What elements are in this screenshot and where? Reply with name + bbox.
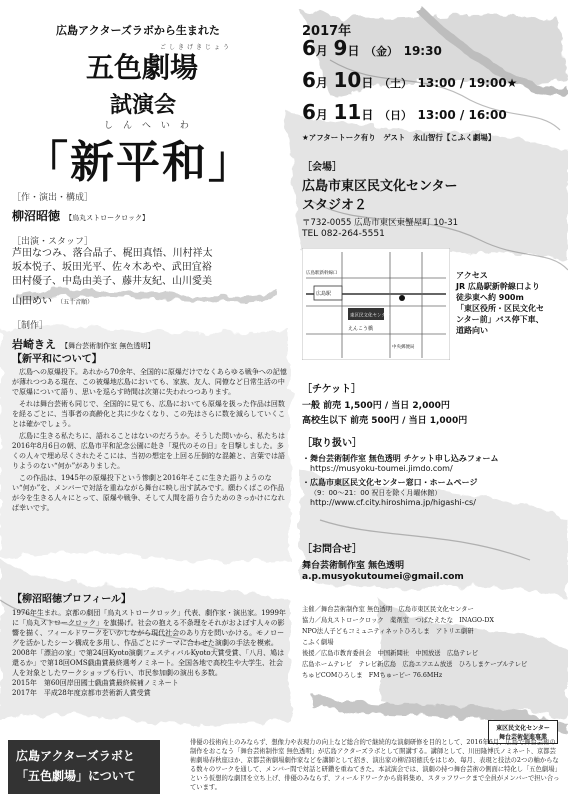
- production-name: 岩崎きえ: [12, 338, 56, 351]
- venue-tel: TEL 082-264-5551: [302, 229, 385, 239]
- cast-line: 田村優子、中島由美子、藤井友紀、山川愛美: [12, 276, 212, 287]
- access-line: 徒歩東へ約 900m: [456, 293, 524, 302]
- venue-name: 広島市東区民文化センター: [302, 179, 458, 194]
- main-title: 「新平和」: [24, 137, 254, 188]
- date-times: 13:00 / 16:00: [417, 108, 507, 122]
- date-row: 6月 11日 （日） 13:00 / 16:00: [302, 100, 507, 124]
- handling-item-url[interactable]: https://musyoku-toumei.jimdo.com/: [310, 464, 453, 473]
- inquiry-section: [302, 540, 560, 582]
- date-day: 11: [333, 100, 362, 124]
- access-line: ンター前」バス停下車、: [456, 315, 544, 324]
- about-paragraph: この作品は、1945年の原爆投下という惨劇と2016年そこに生きた語りようのない“何か”を、メンバーで対話を重ねながら舞台に映し出す試みです。願わくばこの作品が今を生きる人々にとって、原爆や戦争、そして人間を語り合うためのきっかけになれば幸いです。: [12, 474, 285, 512]
- venue-map: [302, 248, 450, 360]
- access-block: [456, 270, 560, 336]
- date-day: 10: [333, 68, 362, 92]
- ticket-section: [302, 380, 560, 426]
- access-heading: アクセス: [456, 271, 488, 280]
- stamp-line: 舞台芸術促進事業: [498, 734, 547, 741]
- access-line: 道路向い: [456, 326, 488, 335]
- access-line: JR 広島駅新幹線口より: [456, 282, 540, 291]
- map-label-post: 中央郵便局: [392, 345, 415, 350]
- date-dow: （金）: [365, 45, 399, 58]
- sponsors: [302, 604, 560, 681]
- cast-order-note: （五十音順）: [57, 299, 94, 306]
- map-label-bridge: えんこう橋: [348, 326, 374, 332]
- ruby-troupe: ごしきげきじょう: [160, 44, 233, 51]
- about-paragraph: 広島への原爆投下。あれから70余年、全国的に原爆だけでなくあらゆる戦争への記憶が薄れつつある現在、この被爆地広島においても、家族、友人、同僚など日常生活の中で原爆について語り、思いを巡らす時間は次第に失われつつあります。: [12, 368, 287, 396]
- labs-box-line: 広島アクターズラボと: [16, 749, 135, 763]
- date-times: 13:00 / 19:00★: [417, 76, 518, 90]
- handling-item-note: （9：00～21：00 祝日を除く月曜休館）: [310, 489, 442, 497]
- event-label: 試演会: [110, 92, 177, 118]
- troupe-name: 五色劇場: [86, 51, 199, 84]
- map-label-station: 広島駅: [316, 291, 332, 297]
- sponsor-line: こふく劇場: [302, 639, 334, 646]
- ruby-title: しんへいわ: [104, 121, 199, 131]
- venue-address: 〒732-0055 広島市東区東蟹屋町 10-31: [302, 218, 459, 228]
- about-heading: 【新平和について】: [12, 354, 102, 365]
- after-talk-note: ★アフタートーク有り ゲスト 永山智行【こふく劇場】: [302, 133, 496, 142]
- author-name: 柳沼昭徳: [12, 209, 61, 223]
- sponsor-line: 協力／烏丸ストロークロック 薬剤室 つばたえたな INAGO-DX: [302, 617, 494, 624]
- date-dow: （日）: [378, 109, 412, 122]
- date-row: 6月 9日 （金） 19:30: [302, 36, 442, 60]
- labs-box: [8, 740, 160, 794]
- cast-line: 坂本悦子、坂田光平、佐々木あや、武田宜裕: [12, 262, 212, 273]
- cast-line: 芦田なつみ、落合晶子、梶田真悟、川村祥太: [12, 248, 213, 259]
- production-affiliation: 【舞台芸術制作室 無色透明】: [61, 342, 155, 350]
- inquiry-org: 舞台芸術制作室 無色透明: [302, 561, 405, 571]
- profile-heading: 【柳沼昭徳プロフィール】: [12, 594, 131, 605]
- about-paragraph: それは舞台芸術も同じで、全国的に見ても、広島においても原爆を扱った作品は回数を経るごとに、当事者の高齢化と共に少なくなり、この先はさらに数を減らしていくことは確かでしょう。: [12, 400, 285, 428]
- sponsor-line: 後援／広島市教育委員会 中国新聞社 中国放送 広島テレビ: [302, 650, 479, 657]
- ticket-heading: ［チケット］: [302, 384, 362, 395]
- profile-body: 1976年生まれ。京都の劇団「烏丸ストロークロック」代表、劇作家・演出家。1999年に「烏丸ストロークロック」を旗揚げ。社会の抱える不条理をそれがおよぼす人々の影響を描く、フィールドワークをいかしながら現代社会のあり方を問いかける。モノローグを活かしたシーン構成を多用し、作品ごとにテーマに合わせた演劇の手法を模索。2008年「漂泊の家」で第24回Kyoto演劇フェスティバルKyoto大賞受賞、「八月、鳩は還るか」で第18回OMS戯曲賞最終選考ノミネート。全国各地で高校生や大学生、社会人を対象としたワークショップも行い、市民参加劇の演出も多数。: [12, 609, 286, 677]
- date-month: 6: [302, 100, 316, 124]
- map-label-shinkansen: 広島駅新幹線口: [306, 271, 338, 276]
- about-paragraph: 広島に生きる私たちに、語れることはないのだろうか。そうした問いから、私たちは2016年8月6日の朝、広島市平和記念公園に赴き「現代のその日」を目撃しました。多くの人々で埋め尽くされたそこには、当初の想定を上回る圧倒的な混雑と、言葉では語りようのない“何か”がありました。: [12, 432, 285, 470]
- map-label-center: 東区民文化センター: [350, 313, 391, 319]
- sponsor-line: 主催／舞台芸術制作室 無色透明 広島市東区民文化センター: [302, 606, 474, 613]
- profile-award: 2017年 平成28年度京都市芸術新人賞受賞: [12, 689, 151, 697]
- venue-heading: ［会場］: [302, 162, 342, 173]
- handling-item-url[interactable]: http://www.cf.city.hiroshima.jp/higashi-cs/: [310, 498, 476, 507]
- date-row: 6月 10日 （土） 13:00 / 19:00★: [302, 68, 518, 92]
- venue-studio: スタジオ２: [302, 198, 368, 213]
- cast-last: 山田めい: [12, 296, 52, 307]
- about-section: [12, 350, 288, 513]
- author-affiliation: 【烏丸ストロークロック】: [65, 214, 149, 222]
- date-times: 19:30: [403, 44, 442, 58]
- sponsor-line: 広島ホームテレビ テレビ新広島 広島エフエム放送 ひろしまケーブルテレビ: [302, 661, 528, 668]
- ticket-line: 高校生以下 前売 500円 / 当日 1,000円: [302, 416, 468, 426]
- inquiry-heading: ［お問合せ］: [302, 544, 362, 555]
- stamp-line: 東区民文化センター: [496, 725, 550, 732]
- date-dow: （土）: [378, 77, 412, 90]
- year: 2017年: [302, 24, 352, 39]
- bottom-section: [8, 740, 560, 796]
- handling-item-name: ・広島市東区民文化センター窓口・ホームページ: [302, 478, 478, 487]
- cast-heading: ［出演・スタッフ］: [12, 237, 94, 247]
- inquiry-email[interactable]: a.p.musyokutoumei@gmail.com: [302, 572, 464, 582]
- venue-section: [302, 158, 560, 239]
- credits: [12, 190, 292, 352]
- sponsor-line: ちゅピCOMひろしま FMちゅーピー 76.6MHz: [302, 672, 443, 679]
- author-heading: ［作・演出・構成］: [12, 193, 94, 203]
- date-month: 6: [302, 68, 316, 92]
- production-heading: ［制作］: [12, 321, 49, 331]
- date-day: 9: [333, 36, 348, 60]
- handling-item-name: ・舞台芸術制作室 無色透明 チケット申し込みフォーム: [302, 454, 499, 463]
- labs-box-line: 「五色劇場」について: [16, 769, 136, 783]
- sponsor-line: NPO法人子どもコミュニティネットひろしま アトリエ劇研: [302, 628, 474, 635]
- access-line: 「東区役所・区民文化セ: [456, 304, 544, 313]
- labs-body: 俳優の技術向上のみならず、想像力や表現力の向上など総合的で継続的な演劇研修を目的として、2016年6月、広島で舞台芸術の制作をおこなう「舞台芸術制作室 無色透明」が広島アクターズラボとして開講する。講師として、川田隆博氏ノミネート、京都芸術劇場春秋座ほか、京都芸術劇場劇作家などを講師として招き、演出家の柳沼昭徳氏をはじめ、毎月、表現と技法の2つの軸からなる数々のワークを通して、メンバー間で対話と研鑽を重ねてきた。本試演会では、演劇の持つ舞台芸術の側面に特化し「五色劇場」という仮想的な劇団を立ち上げ、俳優のみならず、フィールドワークから資料集め、スタッフワークまで全員がメンバーで担い合っています。: [190, 739, 560, 791]
- profile-award: 2015年 第60回岸田國士戯曲賞最終候補ノミネート: [12, 679, 179, 687]
- handling-heading: ［取り扱い］: [302, 438, 362, 449]
- kicker: 広島アクターズラボから生まれた: [56, 24, 220, 37]
- date-month: 6: [302, 36, 316, 60]
- profile-section: [12, 590, 288, 698]
- handling-section: [302, 434, 560, 507]
- ticket-line: 一般 前売 1,500円 / 当日 2,000円: [302, 401, 450, 411]
